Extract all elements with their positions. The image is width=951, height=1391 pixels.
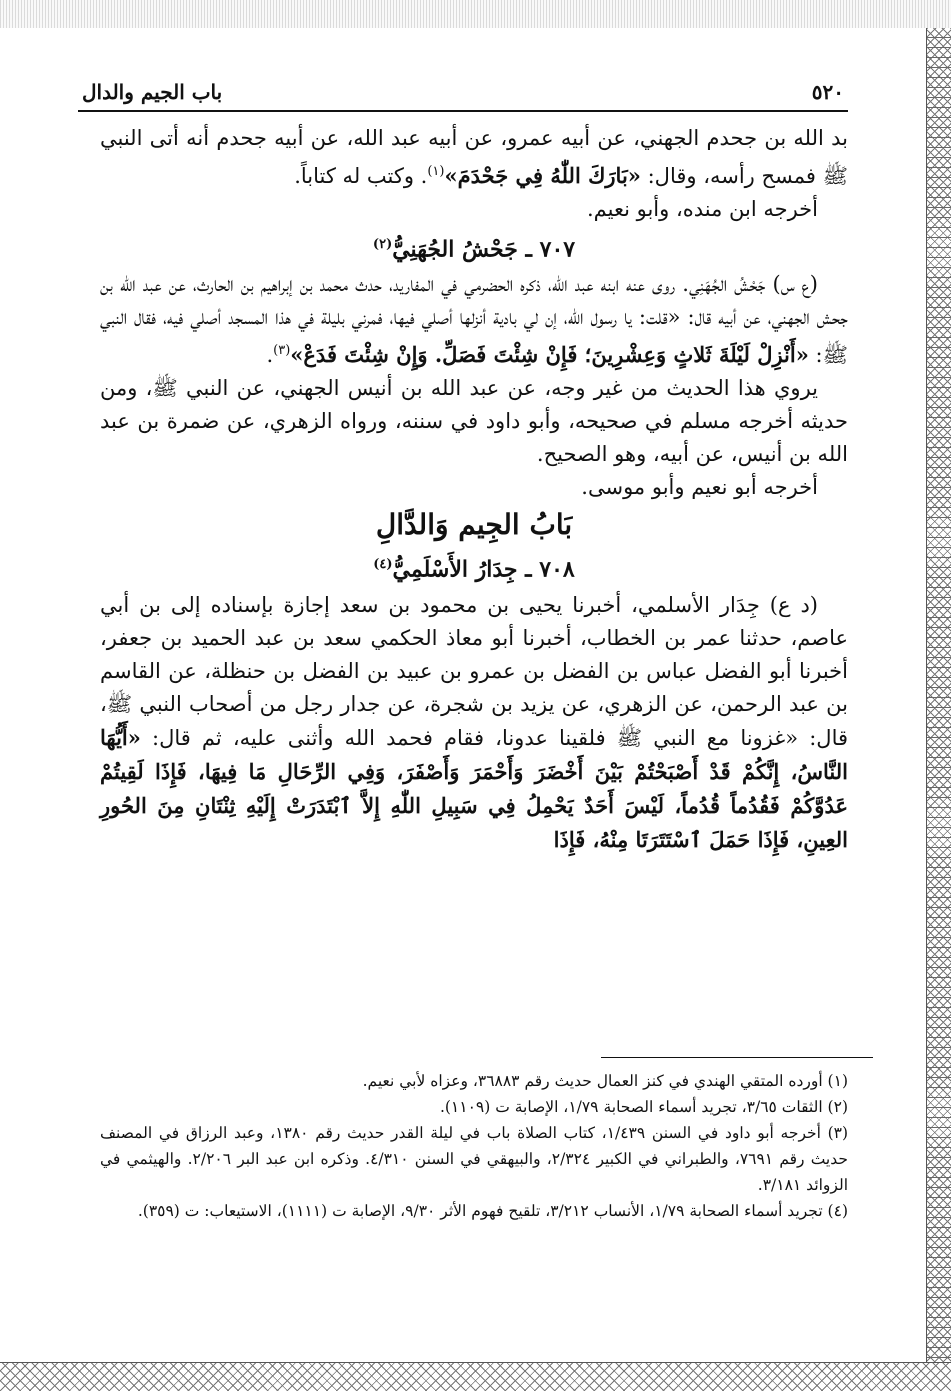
paragraph bbox=[100, 122, 848, 193]
entry-title-708 bbox=[100, 546, 848, 588]
paragraph bbox=[100, 268, 848, 372]
right-ornamental-border bbox=[926, 28, 951, 1363]
entry-title-707 bbox=[100, 226, 848, 268]
footnote: (١) أورده المتقي الهندي في كنز العمال حديث رقم ٣٦٨٨٣، وعزاه لأبي نعيم. bbox=[362, 1072, 848, 1090]
running-title: باب الجيم والدال bbox=[82, 80, 223, 104]
footnote: (٢) الثقات ٣/٦٥، تجريد أسماء الصحابة ١/٧٩، الإصابة ت (١١٠٩). bbox=[439, 1098, 848, 1116]
entry-title-text: ٧٠٨ ـ جِدَارُ الأَسْلَمِيُّ bbox=[392, 556, 575, 583]
footnote-mark: (١) bbox=[427, 164, 445, 179]
main-text bbox=[100, 122, 848, 857]
hadith-quote: «أَيُّهَا النَّاسُ، إِنَّكُمْ قَدْ أَصْبَحْتُمْ بَيْنَ أَخْضَرَ وَأَحْمَرَ وَأَصْفَرَ، وَفِي الرِّحَالِ مَا فِيهَا، فَإِذَا لَقِيتُمْ عَدُوَّكُمْ فَقُدُماً قُدُماً، لَيْسَ أَحَدٌ يَحْمِلُ فِي سَبِيلِ اللّٰهِ إِلاَّ ٱبْتَدَرَتْ إِلَيْهِ ثِنْتَانِ مِنَ الحُورِ العِينِ، فَإِذَا حَمَلَ ٱسْتَتَرَتَا مِنْهُ، فَإِذَا bbox=[100, 724, 848, 852]
page-number: ٥٢٠ bbox=[811, 80, 844, 104]
footnote-separator bbox=[601, 1057, 873, 1058]
paragraph bbox=[100, 589, 848, 857]
paragraph: أخرجه ابن منده، وأبو نعيم. bbox=[586, 197, 818, 221]
footnotes bbox=[100, 1068, 848, 1224]
footnote-mark: (٣) bbox=[273, 343, 291, 359]
top-border-pattern bbox=[0, 0, 951, 28]
paragraph-text: (ع س) جَحْشُ الجُهَنِي. روى عنه ابنه عبد الله، ذكره الحضرمي في المفاريد، حدث محمد بن إبراهيم بن الحارث، عن عبد الله بن جحش الجهني، عن أبيه قال: «قلت: يا رسول الله، إن لي بادية أنزلها أصلي فيها، فمرني بليلة في هذا المسجد أصلي فيه، فقال النبي ﷺ: bbox=[100, 272, 848, 368]
hadith-quote: «بَارَكَ اللّٰهُ فِي جَحْدَمَ» bbox=[444, 163, 641, 188]
paragraph-text: . bbox=[266, 343, 274, 368]
chapter-title: بَابُ الجِيم وَالدَّالِ bbox=[375, 508, 573, 542]
footnote-mark: (٤) bbox=[373, 557, 393, 573]
paragraph-text: . وكتب له كتاباً. bbox=[294, 164, 428, 188]
bottom-ornamental-border bbox=[0, 1362, 951, 1391]
hadith-quote: «أَنْزِلْ لَيْلَةَ ثَلاثٍ وَعِشْرِينَ؛ فَإِنْ شِئْتَ فَصَلِّ. وَإِنْ شِئْتَ فَدَعْ» bbox=[290, 342, 809, 368]
entry-title-text: ٧٠٧ ـ جَحْشُ الجُهَنِيُّ bbox=[392, 236, 576, 263]
footnote-mark: (٢) bbox=[372, 237, 393, 252]
paragraph-text: بد الله بن جحدم الجهني، عن أبيه عمرو، عن أبيه عبد الله، عن أبيه جحدم أنه أتى النبي ﷺ فمسح رأسه، وقال: bbox=[100, 126, 848, 188]
paragraph: أخرجه أبو نعيم وأبو موسى. bbox=[581, 475, 818, 500]
paragraph-text: (د ع) جِدَار الأسلمي، أخبرنا يحيى بن محمود بن سعد إجازة بإسناده إلى بن أبي عاصم، حدثنا عمر بن الخطاب، أخبرنا أبو معاذ الحكمي سعد بن عبد الحميد بن جعفر، أخبرنا أبو الفضل عباس بن الفضل بن عمرو بن عبيد بن الفضل بن حنظلة، عن القاسم بن عبد الرحمن، عن الزهري، عن يزيد بن شجرة، عن جدار رجل من أصحاب النبي ﷺ، قال: «غزونا مع النبي ﷺ فلقينا عدونا، فقام فحمد الله وأثنى عليه، ثم قال: bbox=[100, 592, 848, 750]
paragraph: يروي هذا الحديث من غير وجه، عن عبد الله بن أنيس الجهني، عن النبي ﷺ، ومن حديثه أخرجه مسلم في صحيحه، وأبو داود في سننه، ورواه الزهري، عن ضمرة بن عبد الله بن أنيس، عن أبيه، وهو الصحيح. bbox=[100, 376, 848, 467]
page-header bbox=[78, 78, 848, 112]
footnote: (٣) أخرجه أبو داود في السنن ١/٤٣٩، كتاب الصلاة باب في ليلة القدر حديث رقم ١٣٨٠، وعبد الرزاق في المصنف حديث رقم ٧٦٩١، والطبراني في الكبير ٢/٣٢٤، والبيهقي في السنن ٤/٣١٠. وذكره ابن عبد البر ٢/٢٠٦. والهيثمي في الزوائد ٣/١٨١. bbox=[100, 1124, 849, 1194]
footnote: (٤) تجريد أسماء الصحابة ١/٧٩، الأنساب ٣/٢١٢، تلقيح فهوم الأثر ٩/٣٠، الإصابة ت (١١١١)، الاستيعاب: ت (٣٥٩). bbox=[137, 1202, 848, 1220]
